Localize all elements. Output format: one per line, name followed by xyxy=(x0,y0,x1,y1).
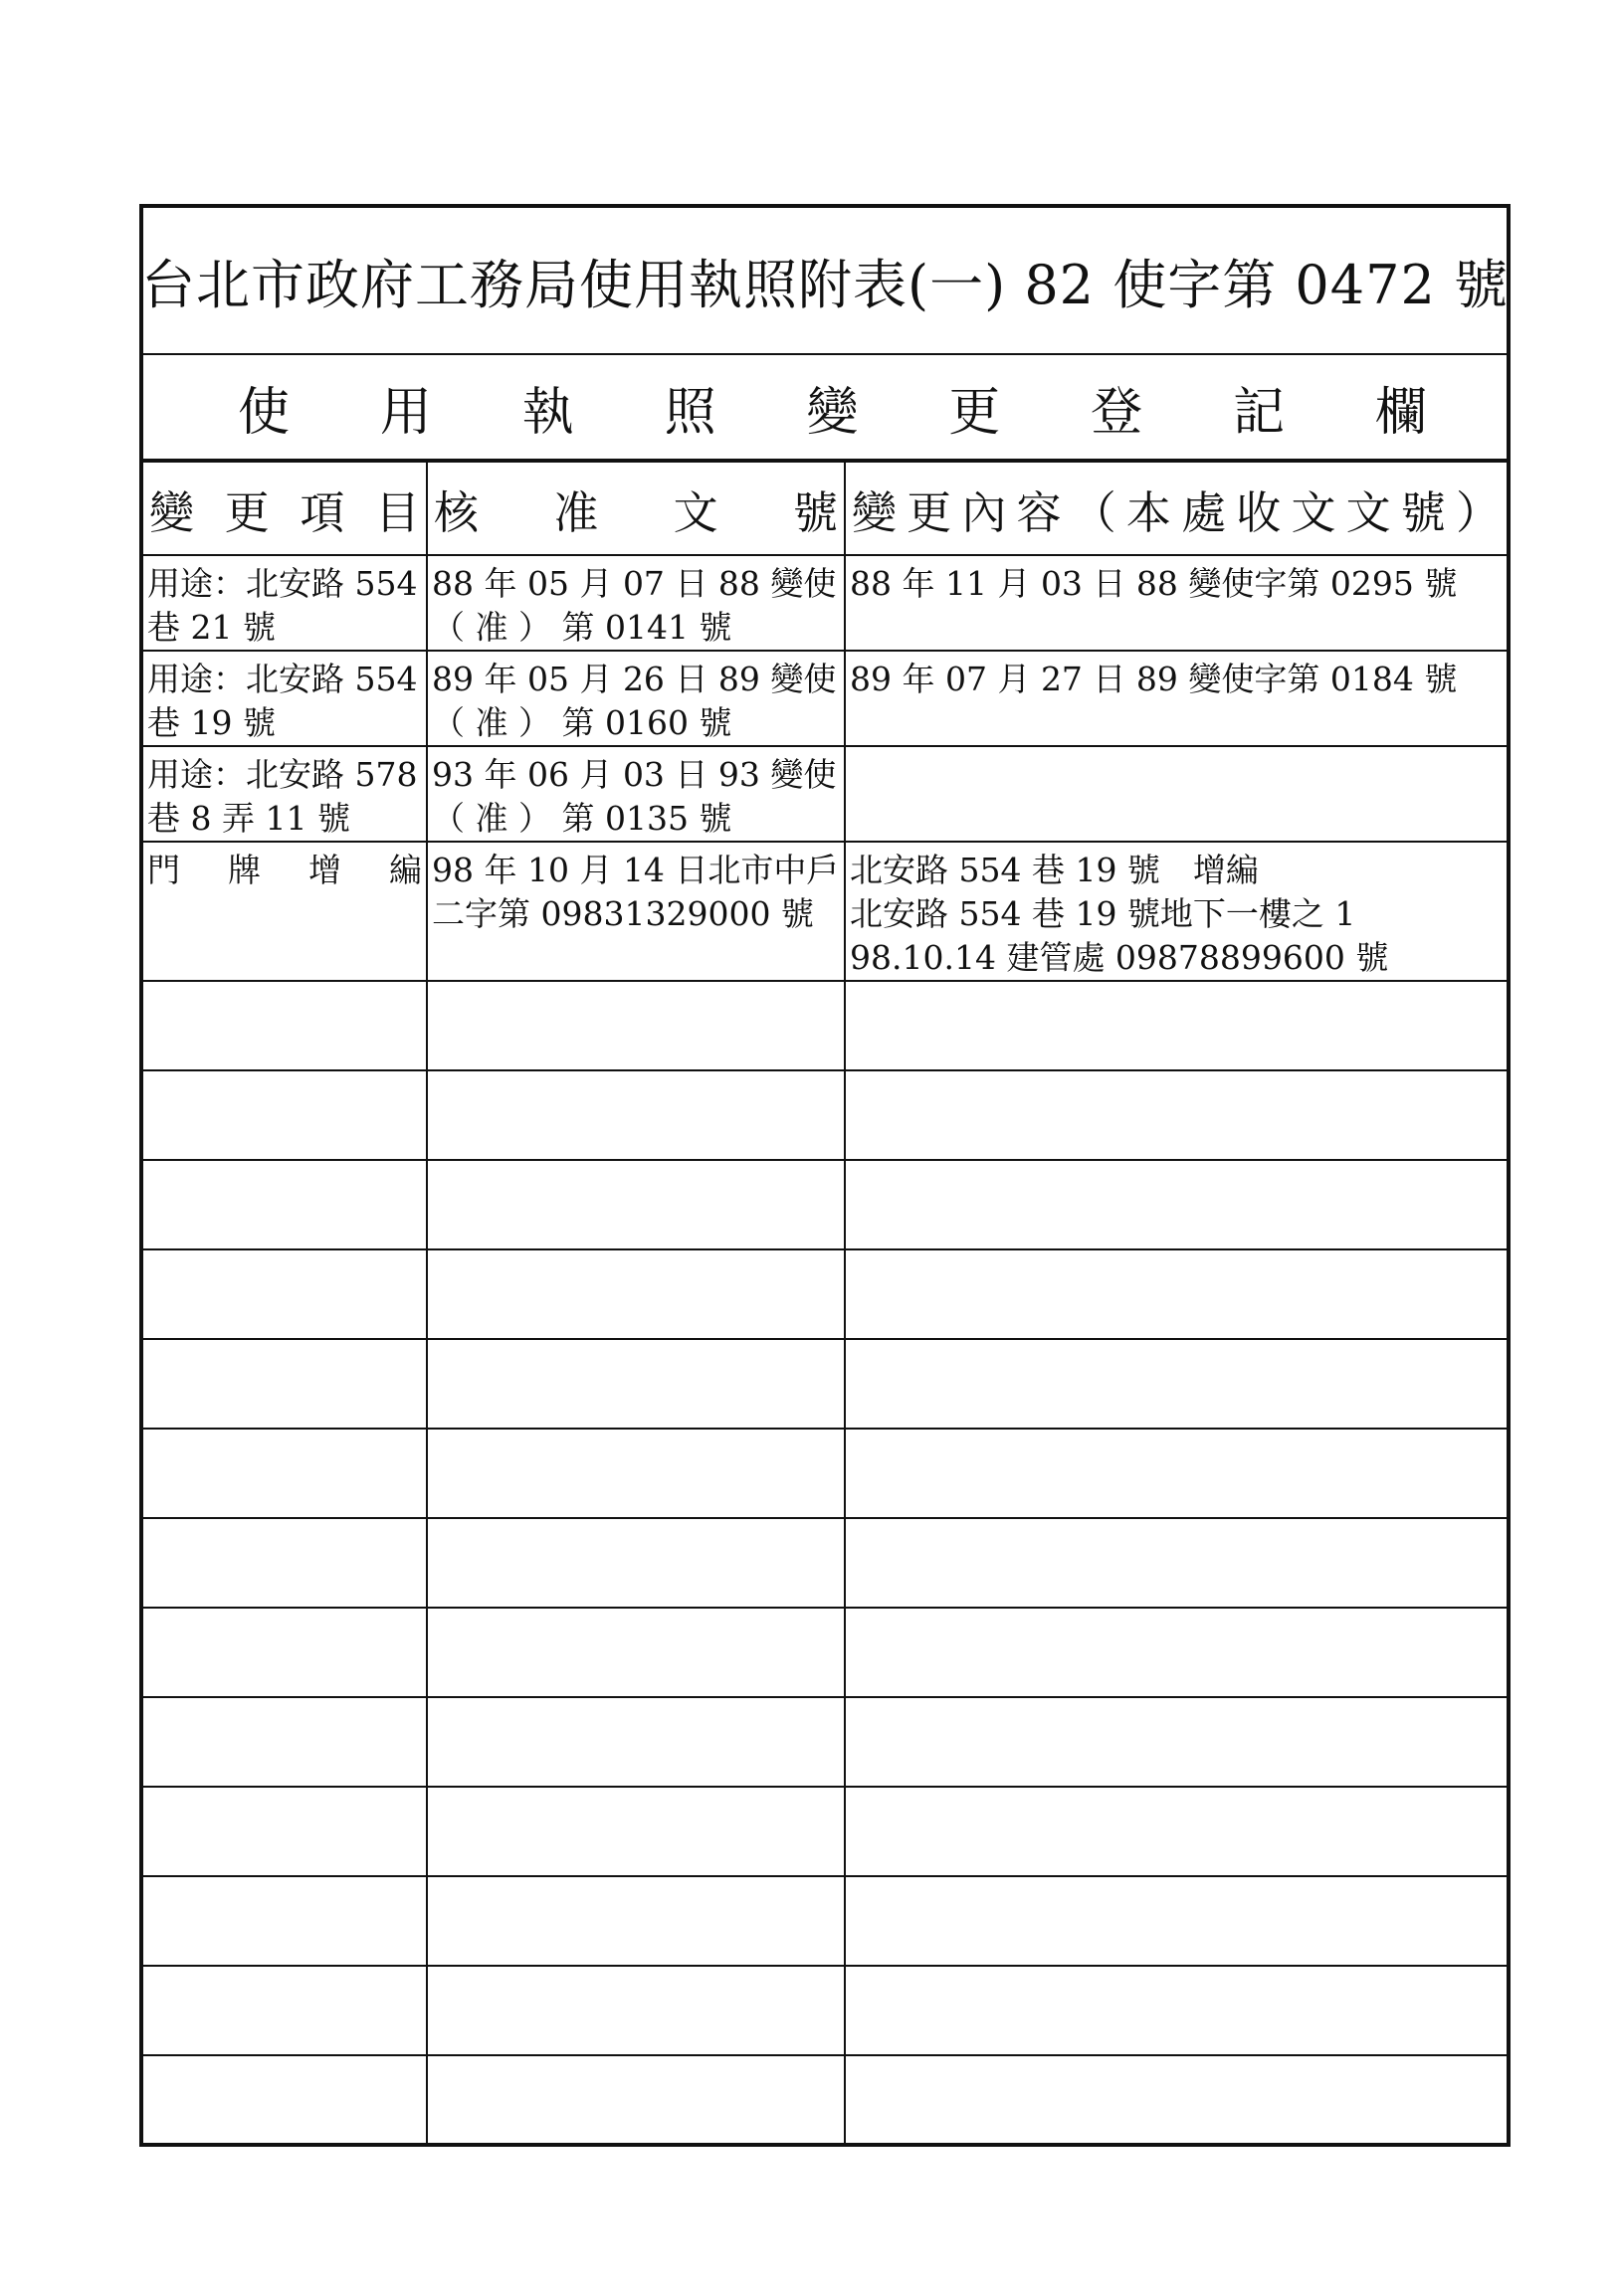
form-title: 台北市政府工務局使用執照附表(一) 82 使字第 0472 號 xyxy=(143,208,1507,355)
subtitle-char: 記 xyxy=(1233,382,1286,443)
approval-number-cell-line: （ 准 ） 第 0141 號 xyxy=(432,608,732,647)
subtitle-char: 照 xyxy=(664,382,716,443)
approval-number-cell-line: 89 年 05 月 26 日 89 變使 xyxy=(432,660,837,698)
usage-license-appendix-form xyxy=(139,204,1511,2147)
header-approval-number: 核准文號 xyxy=(427,462,845,555)
empty-cell xyxy=(427,1787,845,1876)
change-item-cell-line: 巷 19 號 xyxy=(147,703,276,742)
empty-row xyxy=(143,1697,1507,1787)
empty-row xyxy=(143,1070,1507,1160)
empty-cell xyxy=(143,981,427,1070)
empty-cell xyxy=(427,1518,845,1608)
change-item-cell-line: 用途：北安路 554 xyxy=(147,564,418,603)
empty-row xyxy=(143,1787,1507,1876)
header-change-content: 變更內容（本處收文文號） xyxy=(845,462,1507,555)
change-content-cell-line: 89 年 07 月 27 日 89 變使字第 0184 號 xyxy=(850,660,1458,698)
change-item-cell-line: 巷 8 弄 11 號 xyxy=(147,799,350,838)
change-item-cell xyxy=(143,651,427,746)
form-subtitle xyxy=(143,355,1507,461)
table-row xyxy=(143,842,1507,981)
approval-number-cell-line: （ 准 ） 第 0135 號 xyxy=(432,799,732,838)
empty-row xyxy=(143,1160,1507,1249)
empty-cell xyxy=(845,1249,1507,1339)
empty-cell xyxy=(845,1876,1507,1966)
subtitle-char: 執 xyxy=(521,382,574,443)
approval-number-cell xyxy=(427,651,845,746)
empty-row xyxy=(143,2055,1507,2144)
table-row xyxy=(143,555,1507,651)
empty-cell xyxy=(143,1339,427,1429)
approval-number-cell xyxy=(427,746,845,842)
empty-cell xyxy=(427,2055,845,2144)
empty-cell xyxy=(427,1697,845,1787)
empty-cell xyxy=(143,1697,427,1787)
approval-number-cell-line: 88 年 05 月 07 日 88 變使 xyxy=(432,564,837,603)
table-row xyxy=(143,651,1507,746)
change-content-cell-line: 北安路 554 巷 19 號 增編 xyxy=(850,851,1259,889)
table-body xyxy=(143,555,1507,2144)
empty-row xyxy=(143,1876,1507,1966)
empty-cell xyxy=(845,1160,1507,1249)
empty-cell xyxy=(427,1160,845,1249)
empty-cell xyxy=(845,1339,1507,1429)
change-item-cell-line: 門牌增編 xyxy=(147,851,422,889)
change-item-cell xyxy=(143,555,427,651)
change-item-cell xyxy=(143,746,427,842)
empty-cell xyxy=(427,1070,845,1160)
change-content-cell xyxy=(845,555,1507,651)
approval-number-cell-line: （ 准 ） 第 0160 號 xyxy=(432,703,732,742)
subtitle-char: 用 xyxy=(379,382,432,443)
empty-cell xyxy=(143,1876,427,1966)
empty-cell xyxy=(427,1876,845,1966)
change-item-cell-line: 巷 21 號 xyxy=(147,608,276,647)
change-item-cell xyxy=(143,842,427,981)
change-content-cell-line: 北安路 554 巷 19 號地下一樓之 1 xyxy=(850,894,1356,933)
empty-cell xyxy=(143,2055,427,2144)
empty-cell xyxy=(845,1070,1507,1160)
empty-row xyxy=(143,981,1507,1070)
approval-number-cell-line: 二字第 09831329000 號 xyxy=(432,894,814,933)
approval-number-cell xyxy=(427,555,845,651)
change-register-table xyxy=(143,461,1507,2144)
empty-cell xyxy=(143,1787,427,1876)
empty-cell xyxy=(427,1608,845,1697)
change-content-cell xyxy=(845,651,1507,746)
empty-cell xyxy=(845,1697,1507,1787)
change-item-cell-line: 用途：北安路 578 xyxy=(147,755,418,794)
change-content-cell-line: 98.10.14 建管處 09878899600 號 xyxy=(850,938,1389,977)
empty-cell xyxy=(845,1966,1507,2055)
empty-cell xyxy=(143,1518,427,1608)
empty-cell xyxy=(845,1518,1507,1608)
empty-cell xyxy=(427,1249,845,1339)
change-content-cell xyxy=(845,746,1507,842)
empty-cell xyxy=(845,2055,1507,2144)
empty-cell xyxy=(143,1429,427,1518)
subtitle-char: 欄 xyxy=(1374,382,1427,443)
empty-cell xyxy=(427,1339,845,1429)
change-content-cell xyxy=(845,842,1507,981)
empty-row xyxy=(143,1249,1507,1339)
empty-row xyxy=(143,1608,1507,1697)
empty-cell xyxy=(143,1249,427,1339)
empty-row xyxy=(143,1966,1507,2055)
approval-number-cell xyxy=(427,842,845,981)
approval-number-cell-line: 98 年 10 月 14 日北市中戶 xyxy=(432,851,840,889)
change-content-cell-line: 88 年 11 月 03 日 88 變使字第 0295 號 xyxy=(850,564,1458,603)
empty-cell xyxy=(845,1429,1507,1518)
empty-cell xyxy=(427,1966,845,2055)
empty-row xyxy=(143,1339,1507,1429)
change-item-cell-line: 用途：北安路 554 xyxy=(147,660,418,698)
empty-cell xyxy=(143,1160,427,1249)
empty-cell xyxy=(143,1966,427,2055)
table-row xyxy=(143,746,1507,842)
table-header-row xyxy=(143,462,1507,555)
empty-cell xyxy=(143,1608,427,1697)
empty-row xyxy=(143,1429,1507,1518)
empty-cell xyxy=(845,1608,1507,1697)
empty-cell xyxy=(845,981,1507,1070)
subtitle-char: 使 xyxy=(238,382,291,443)
empty-cell xyxy=(427,1429,845,1518)
approval-number-cell-line: 93 年 06 月 03 日 93 變使 xyxy=(432,755,837,794)
empty-row xyxy=(143,1518,1507,1608)
empty-cell xyxy=(427,981,845,1070)
empty-cell xyxy=(845,1787,1507,1876)
subtitle-char: 變 xyxy=(806,382,859,443)
subtitle-char: 登 xyxy=(1091,382,1143,443)
header-change-item: 變更項目 xyxy=(143,462,427,555)
subtitle-char: 更 xyxy=(948,382,1001,443)
empty-cell xyxy=(143,1070,427,1160)
